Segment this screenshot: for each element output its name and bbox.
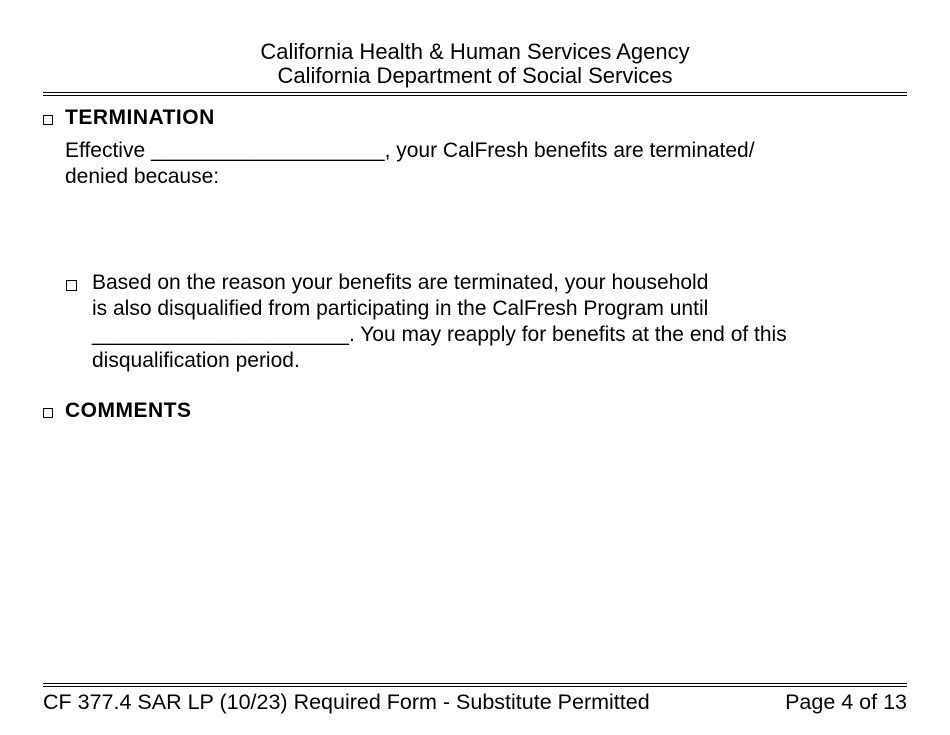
disqualification-text — [92, 270, 892, 374]
form-footer — [43, 689, 907, 715]
termination-section-heading — [43, 106, 215, 130]
disqualification-line2: is also disqualified from participating in the CalFresh Program until — [92, 297, 709, 320]
disqualification-checkbox[interactable] — [66, 280, 77, 291]
agency-name: California Health & Human Services Agency — [260, 39, 690, 64]
footer-divider-bottom — [43, 686, 907, 687]
department-name: California Department of Social Services — [277, 63, 673, 88]
comments-heading: COMMENTS — [65, 399, 192, 422]
termination-text-line2: denied because: — [65, 165, 220, 188]
termination-checkbox[interactable] — [43, 115, 53, 125]
page-number: Page 4 of 13 — [785, 690, 907, 714]
header-divider-top — [43, 92, 907, 93]
comments-checkbox[interactable] — [43, 408, 53, 418]
disqualification-item — [66, 270, 896, 374]
comments-section-heading — [43, 399, 192, 423]
termination-heading: TERMINATION — [65, 106, 215, 129]
footer-divider-top — [43, 683, 907, 684]
disqualification-line1: Based on the reason your benefits are terminated, your household — [92, 271, 709, 294]
termination-text — [65, 138, 915, 190]
header-divider-bottom — [43, 95, 907, 96]
disqualification-line3: ______________________. You may reapply for benefits at the end of this — [92, 323, 787, 346]
termination-text-line1: Effective ____________________, your CalFresh benefits are terminated/ — [65, 139, 755, 162]
disqualification-line4: disqualification period. — [92, 349, 300, 372]
form-identifier: CF 377.4 SAR LP (10/23) Required Form - Substitute Permitted — [43, 690, 650, 714]
form-header — [0, 40, 950, 88]
